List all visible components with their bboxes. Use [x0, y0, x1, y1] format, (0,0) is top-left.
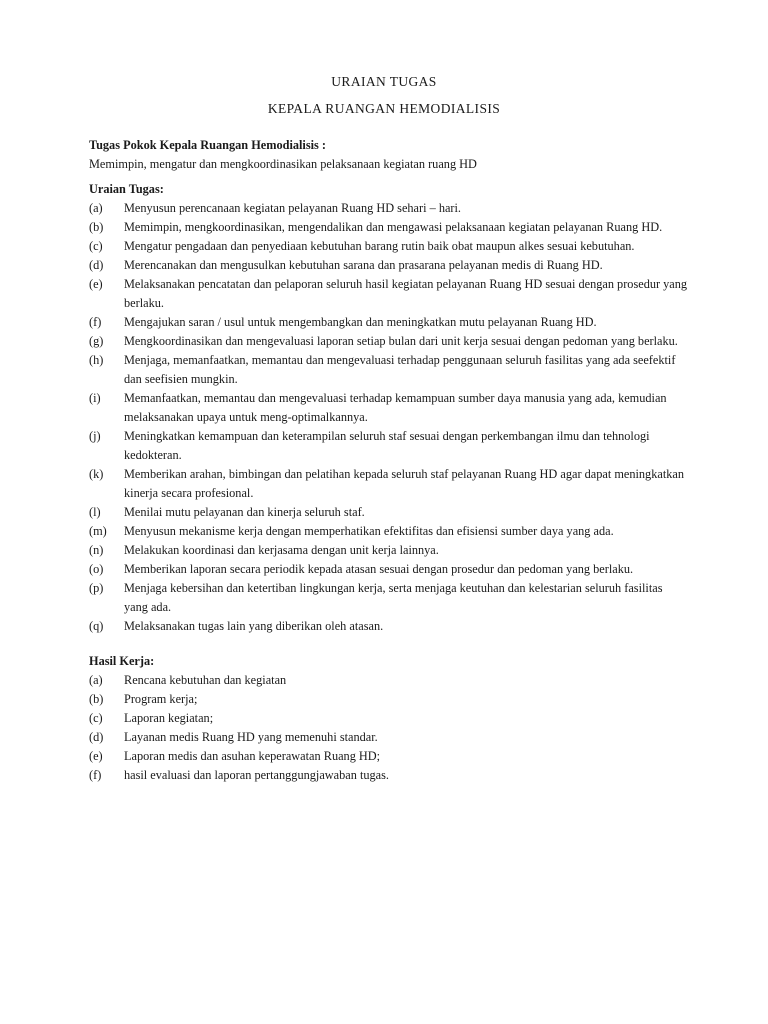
- hasil-kerja-item-marker: (e): [89, 749, 103, 763]
- uraian-tugas-item: [89, 617, 689, 636]
- uraian-tugas-item: [89, 427, 689, 465]
- hasil-kerja-item: [89, 766, 689, 785]
- hasil-kerja-item-marker: (b): [89, 692, 104, 706]
- uraian-tugas-item-text: Meningkatkan kemampuan dan keterampilan seluruh staf sesuai dengan perkembangan ilmu dan tehnologi kedokteran.: [124, 429, 650, 462]
- uraian-tugas-item: [89, 465, 689, 503]
- uraian-tugas-item-marker: (f): [89, 315, 102, 329]
- uraian-tugas-item-marker: (h): [89, 353, 104, 367]
- uraian-tugas-item-text: Memimpin, mengkoordinasikan, mengendalikan dan mengawasi pelaksanaan kegiatan pelayanan Ruang HD.: [124, 220, 663, 234]
- uraian-tugas-item: [89, 351, 689, 389]
- hasil-kerja-item: [89, 728, 689, 747]
- uraian-tugas-item-marker: (l): [89, 505, 101, 519]
- uraian-tugas-item-marker: (j): [89, 429, 101, 443]
- uraian-tugas-item-text: Melaksanakan pencatatan dan pelaporan seluruh hasil kegiatan pelayanan Ruang HD sesuai dengan prosedur yang berlaku.: [124, 277, 688, 310]
- uraian-tugas-item-text: Mengatur pengadaan dan penyediaan kebutuhan barang rutin baik obat maupun alkes sesuai kebutuhan.: [124, 239, 635, 253]
- uraian-tugas-item-marker: (o): [89, 562, 104, 576]
- hasil-kerja-list: [89, 671, 689, 785]
- uraian-tugas-item-text: Menyusun perencanaan kegiatan pelayanan Ruang HD sehari – hari.: [124, 201, 462, 215]
- uraian-tugas-item-text: Melakukan koordinasi dan kerjasama dengan unit kerja lainnya.: [124, 543, 439, 557]
- hasil-kerja-item: [89, 709, 689, 728]
- uraian-tugas-item-text: Memberikan arahan, bimbingan dan pelatihan kepada seluruh staf pelayanan Ruang HD agar dapat meningkatkan kinerja secara profesional.: [124, 467, 684, 500]
- uraian-tugas-item-text: Merencanakan dan mengusulkan kebutuhan sarana dan prasarana pelayanan medis di Ruang HD.: [124, 258, 603, 272]
- uraian-tugas-item: [89, 237, 689, 256]
- uraian-tugas-item-marker: (k): [89, 467, 104, 481]
- hasil-kerja-item-text: Layanan medis Ruang HD yang memenuhi standar.: [124, 730, 378, 744]
- hasil-kerja-item-marker: (a): [89, 673, 103, 687]
- document-subtitle: KEPALA RUANGAN HEMODIALISIS: [267, 101, 501, 116]
- uraian-tugas-item: [89, 541, 689, 560]
- uraian-tugas-item-text: Menjaga kebersihan dan ketertiban lingkungan kerja, serta menjaga keutuhan dan kelestarian seluruh fasilitas yang ada.: [124, 581, 663, 614]
- uraian-tugas-item-marker: (d): [89, 258, 104, 272]
- hasil-kerja-item-marker: (d): [89, 730, 104, 744]
- uraian-tugas-item-marker: (m): [89, 524, 107, 538]
- uraian-tugas-item-text: Melaksanakan tugas lain yang diberikan oleh atasan.: [124, 619, 384, 633]
- uraian-tugas-item: [89, 389, 689, 427]
- uraian-tugas-item: [89, 275, 689, 313]
- uraian-tugas-item-marker: (n): [89, 543, 104, 557]
- uraian-tugas-item-text: Mengkoordinasikan dan mengevaluasi laporan setiap bulan dari unit kerja sesuai dengan pedoman yang berlaku.: [124, 334, 678, 348]
- hasil-kerja-heading: Hasil Kerja:: [89, 654, 155, 668]
- uraian-tugas-list: [89, 199, 689, 636]
- uraian-tugas-item: [89, 313, 689, 332]
- uraian-tugas-item-marker: (a): [89, 201, 103, 215]
- hasil-kerja-item: [89, 747, 689, 766]
- document-title: URAIAN TUGAS: [331, 74, 437, 89]
- hasil-kerja-item-marker: (f): [89, 768, 102, 782]
- tugas-pokok-text: Memimpin, mengatur dan mengkoordinasikan pelaksanaan kegiatan ruang HD: [89, 157, 477, 171]
- uraian-tugas-item: [89, 256, 689, 275]
- hasil-kerja-item-text: hasil evaluasi dan laporan pertanggungjawaban tugas.: [124, 768, 389, 782]
- uraian-tugas-item: [89, 199, 689, 218]
- hasil-kerja-item-text: Rencana kebutuhan dan kegiatan: [124, 673, 287, 687]
- uraian-tugas-item-marker: (g): [89, 334, 104, 348]
- uraian-tugas-item-text: Memanfaatkan, memantau dan mengevaluasi terhadap kemampuan sumber daya manusia yang ada, kemudian melaksanakan upaya untuk meng-optimalkannya.: [124, 391, 667, 424]
- document-body: [89, 136, 689, 785]
- uraian-tugas-item-marker: (b): [89, 220, 104, 234]
- hasil-kerja-item: [89, 671, 689, 690]
- uraian-tugas-item-marker: (e): [89, 277, 103, 291]
- uraian-tugas-item-marker: (c): [89, 239, 103, 253]
- hasil-kerja-item-text: Laporan medis dan asuhan keperawatan Ruang HD;: [124, 749, 381, 763]
- uraian-tugas-item: [89, 218, 689, 237]
- uraian-tugas-item: [89, 579, 689, 617]
- uraian-tugas-item-text: Menjaga, memanfaatkan, memantau dan mengevaluasi terhadap penggunaan seluruh fasilitas yang ada seefektif dan seefisien mungkin.: [124, 353, 676, 386]
- uraian-tugas-item: [89, 332, 689, 351]
- uraian-tugas-item: [89, 560, 689, 579]
- uraian-tugas-item-marker: (p): [89, 581, 104, 595]
- tugas-pokok-heading: Tugas Pokok Kepala Ruangan Hemodialisis :: [89, 138, 327, 152]
- hasil-kerja-item-text: Program kerja;: [124, 692, 198, 706]
- hasil-kerja-item-text: Laporan kegiatan;: [124, 711, 214, 725]
- uraian-tugas-item-text: Menilai mutu pelayanan dan kinerja seluruh staf.: [124, 505, 365, 519]
- uraian-tugas-heading: Uraian Tugas:: [89, 182, 164, 196]
- hasil-kerja-item-marker: (c): [89, 711, 103, 725]
- uraian-tugas-item-marker: (i): [89, 391, 101, 405]
- uraian-tugas-item-marker: (q): [89, 619, 104, 633]
- uraian-tugas-item: [89, 503, 689, 522]
- uraian-tugas-item-text: Mengajukan saran / usul untuk mengembangkan dan meningkatkan mutu pelayanan Ruang HD.: [124, 315, 597, 329]
- hasil-kerja-item: [89, 690, 689, 709]
- uraian-tugas-item: [89, 522, 689, 541]
- spacer: [89, 636, 689, 652]
- uraian-tugas-item-text: Menyusun mekanisme kerja dengan memperhatikan efektifitas dan efisiensi sumber daya yang ada.: [124, 524, 614, 538]
- uraian-tugas-item-text: Memberikan laporan secara periodik kepada atasan sesuai dengan prosedur dan pedoman yang berlaku.: [124, 562, 634, 576]
